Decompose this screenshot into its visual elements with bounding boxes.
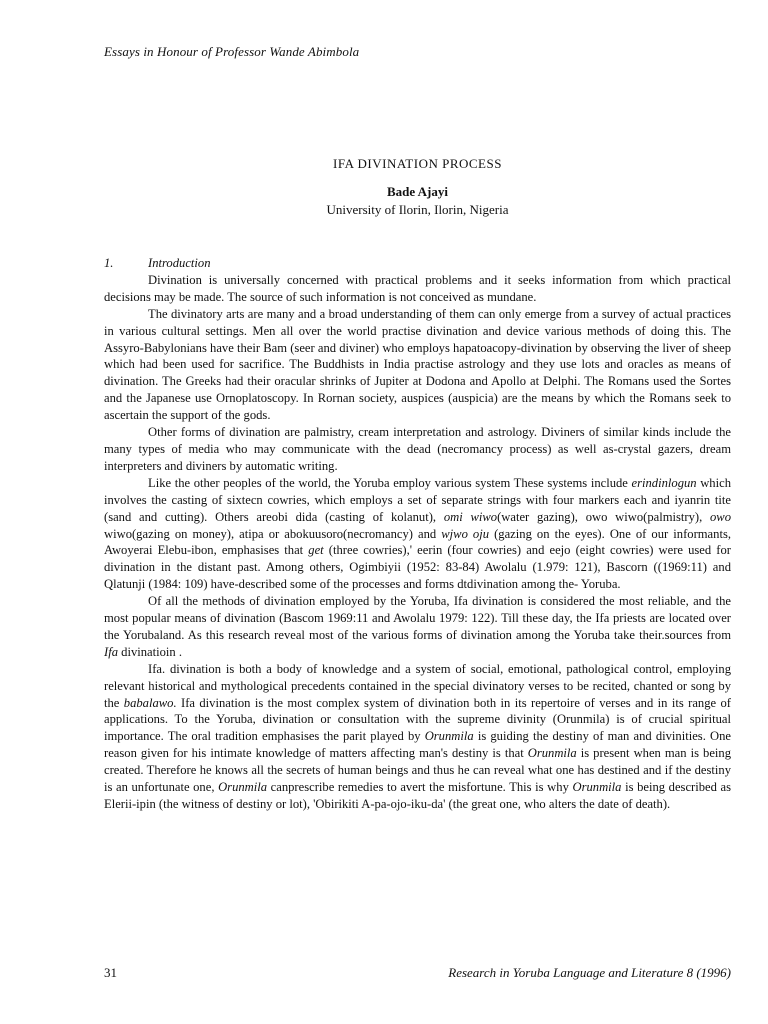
text-run: (gazing on the eyes). One of our informants, Awoyerai Elebu-ibon, emphasises that	[104, 526, 731, 558]
emphasis-term: get	[308, 543, 324, 558]
paragraph-2: The divinatory arts are many and a broad understanding of them can only emerge from a survey of actual practices in various cultural settings. Men all over the world practise divination and device various methods of doing this. The Assyro-Babylonians have their Bam (seer and diviner) who employs hapatoacopy-divination by observing the liver of sheep which had been used for sacrifice. The Buddhists in India practise astrology and they use lots and oracles as means of divination. The Greeks had their oracular shrinks of Jupiter at Dodona and Apollo at Delphi. The Romans used the Sortes and the Japanese use Ornoplatoscopy. In Rornan society, auspices (auspicia) are the means by which the Romans seek to ascertain the support of the gods.	[104, 306, 731, 423]
emphasis-term: erindinlogun	[631, 475, 697, 490]
paragraph-1: Divination is universally concerned with practical problems and it seeks information from which practical decisions may be made. The source of such information is not conceived as mundane.	[104, 272, 731, 304]
section-number: 1.	[104, 256, 114, 270]
running-header: Essays in Honour of Professor Wande Abimbola	[104, 44, 360, 59]
emphasis-term: Orunmila	[424, 729, 474, 744]
text-run: is guiding the destiny of man and divinities. One reason given for his intimate knowledge of matters affecting man's destiny is that	[104, 729, 731, 761]
text-run: Like the other peoples of the world, the Yoruba employ various system These systems include	[148, 475, 632, 490]
section-heading	[104, 255, 731, 272]
paragraph-3: Other forms of divination are palmistry, cream interpretation and astrology. Diviners of similar kinds include the many types of media who may communicate with the dead (necromancy process) as well as-crystal gazers, dream interpreters and diviners by automatic writing.	[104, 425, 731, 473]
text-run: wiwo(gazing on money), atipa or abokuusoro(necromancy) and	[104, 526, 442, 541]
article-body	[104, 255, 731, 813]
text-run: Ifa divination is the most complex system of divination both in its repertoire of verses and in its range of applications. To the Yoruba, divination or consultation with the supreme divinity (Orunmila) is of crucial spiritual importance. The oral tradition emphasises the parit played by	[104, 695, 731, 744]
article-title: IFA DIVINATION PROCESS	[333, 156, 502, 171]
text-run: (water gazing), owo wiwo(palmistry),	[497, 509, 710, 524]
article-author: Bade Ajayi	[386, 184, 449, 199]
emphasis-term: Orunmila	[572, 780, 622, 795]
emphasis-term: wjwo oju	[441, 526, 490, 541]
page-footer	[104, 965, 731, 981]
text-run: which involves the casting of sixtecn cowries, which employs a set of separate strings with four markers each and iyanrin tite (sand and cutting). Others areobi dida (casting of kolanut),	[104, 475, 731, 524]
emphasis-term: Orunmila	[527, 746, 577, 761]
author-affiliation: University of Ilorin, Ilorin, Nigeria	[326, 202, 509, 217]
emphasis-term: Ifa	[104, 644, 118, 659]
text-run: is present when man is being created. Therefore he knows all the secrets of human beings and thus he can reveal what one has destined and if the destiny is an unfortunate one,	[104, 746, 732, 795]
journal-citation: Research in Yoruba Language and Literature 8 (1996)	[448, 965, 731, 980]
text-run: (three cowries),' eerin (four cowries) and eejo (eight cowries) were used for divination in the distant past. Among others, Ogimbiyii (1952: 83-84) Awolalu (1.979: 121), Bascorn ((1969:11) and Qlatunji (1984: 109) have-described some of the processes and forms dtdivination among the- Yoruba.	[104, 543, 731, 592]
emphasis-term: omi wiwo	[443, 509, 498, 524]
text-run: Ifa. divination is both a body of knowledge and a system of social, emotional, pathological control, employing relevant historical and mythological precedents contained in the special divinatory verses to be recited, chanted or song by the	[104, 661, 731, 710]
text-run: canprescribe remedies to avert the misfortune. This is why	[267, 780, 573, 795]
emphasis-term: Orunmila	[218, 780, 268, 795]
text-run: Of all the methods of divination employed by the Yoruba, Ifa divination is considered the most reliable, and the most popular means of divination (Bascom 1969:11 and Awolalu 1979: 122). Till these day, the Ifa priests are located over the Yorubaland. As this research reveal most of the various forms of divination among the Yoruba take their.sources from	[104, 594, 731, 642]
article-title-block	[104, 155, 731, 219]
paragraph-6	[104, 661, 731, 813]
paragraph-5	[104, 593, 731, 661]
emphasis-term: owo	[710, 509, 731, 524]
emphasis-term: babalawo.	[123, 695, 177, 710]
text-run: divinatioin .	[118, 644, 183, 659]
section-title: Introduction	[148, 256, 211, 270]
page-number: 31	[104, 965, 117, 980]
text-run: is being described as Elerii-ipin (the witness of destiny or lot), 'Obirikiti A-pa-ojo-iku-da' (the great one, who alters the date of death).	[104, 780, 731, 811]
paragraph-4	[104, 475, 731, 593]
